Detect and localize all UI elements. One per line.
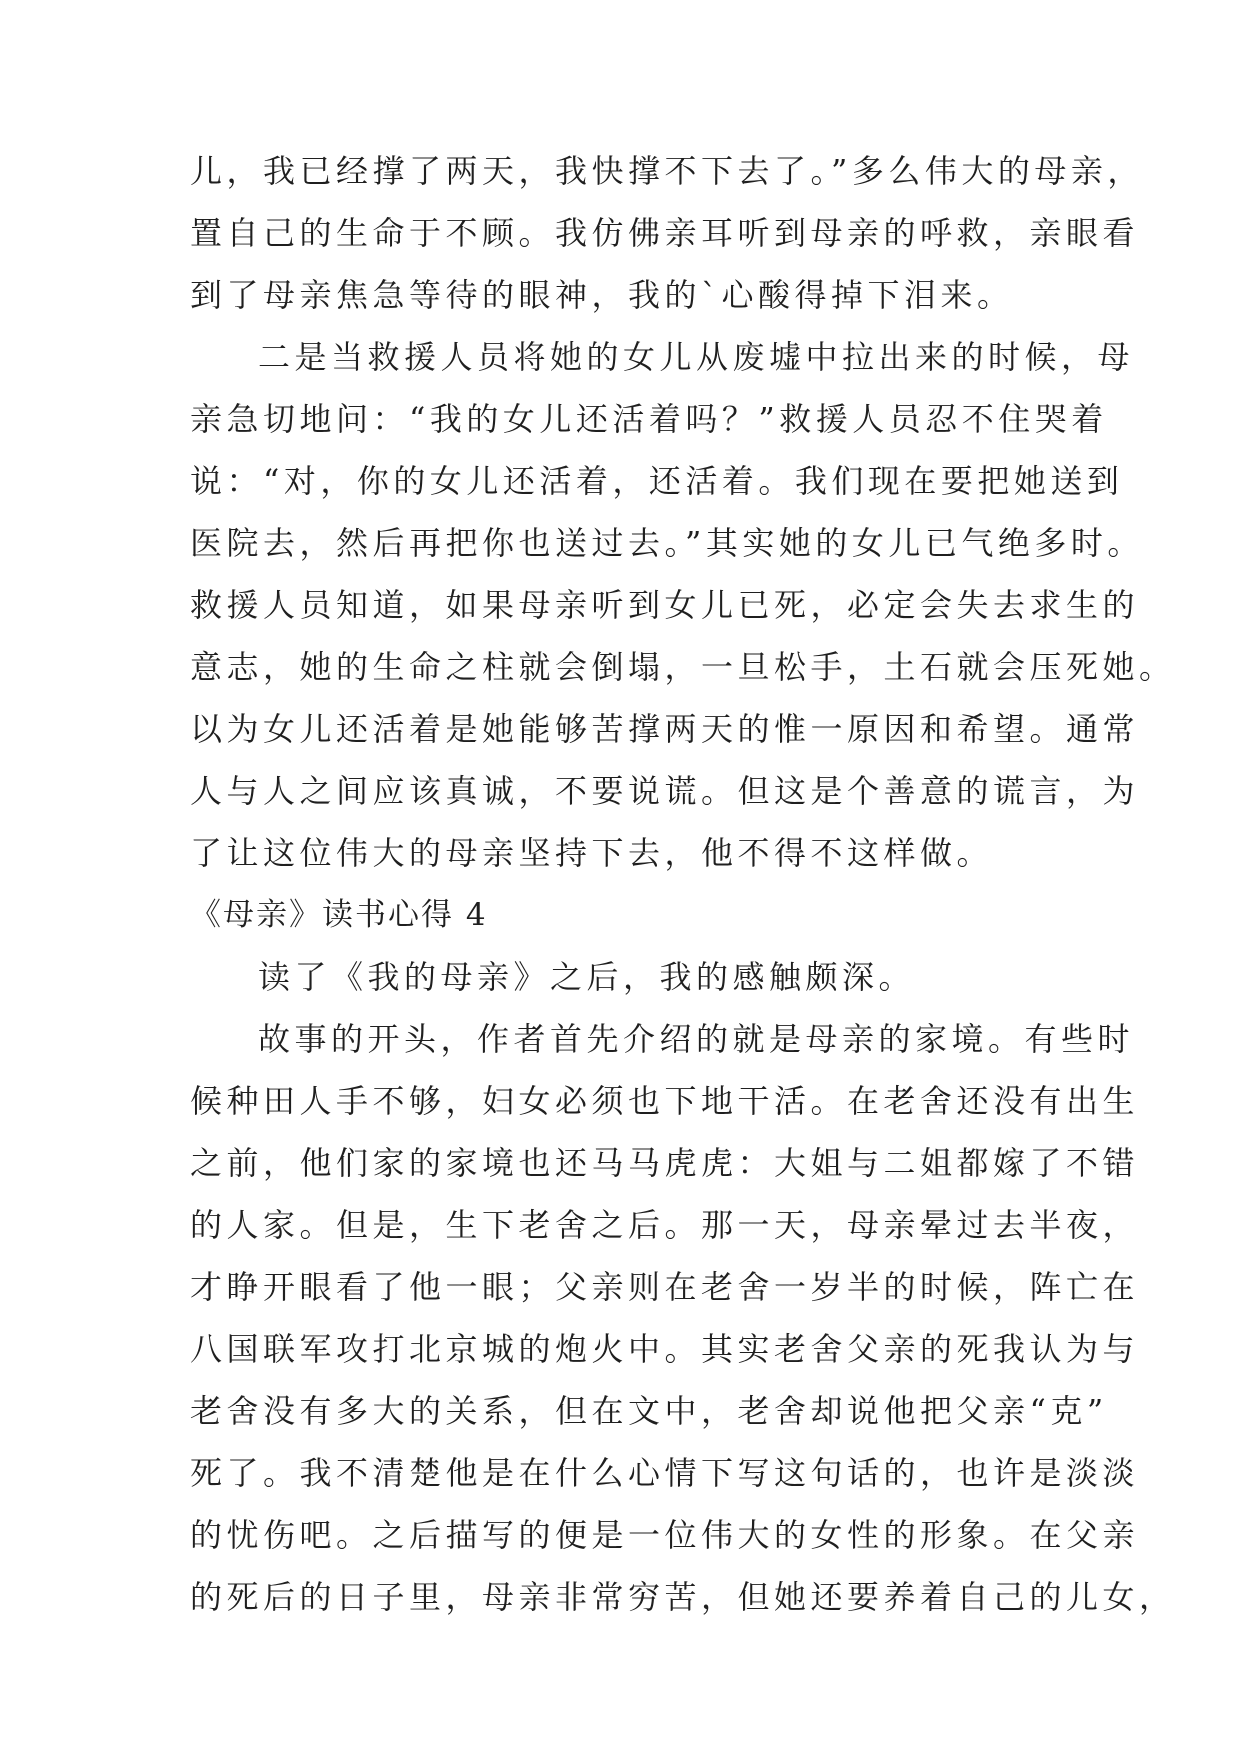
text-line: 儿，我已经撑了两天，我快撑不下去了。”多么伟大的母亲，	[190, 152, 1144, 190]
text-line: 人与人之间应该真诚，不要说谎。但这是个善意的谎言，为	[190, 772, 1140, 810]
paragraph-rescue	[190, 326, 1176, 884]
document-page	[190, 140, 1176, 1628]
paragraph-story	[190, 1008, 1176, 1628]
paragraph-continued	[190, 140, 1144, 326]
text-line: 二是当救援人员将她的女儿从废墟中拉出来的时候，母	[258, 338, 1135, 376]
text-line: 了让这位伟大的母亲坚持下去，他不得不这样做。	[190, 834, 994, 872]
text-line: 的忧伤吧。之后描写的便是一位伟大的女性的形象。在父亲	[190, 1516, 1140, 1554]
text-line: 八国联军攻打北京城的炮火中。其实老舍父亲的死我认为与	[190, 1330, 1140, 1368]
text-line: 候种田人手不够，妇女必须也下地干活。在老舍还没有出生	[190, 1082, 1140, 1120]
text-line: 才睁开眼看了他一眼；父亲则在老舍一岁半的时候，阵亡在	[190, 1268, 1140, 1306]
paragraph-intro	[190, 946, 1090, 1008]
text-line: 救援人员知道，如果母亲听到女儿已死，必定会失去求生的	[190, 586, 1140, 624]
text-line: 老舍没有多大的关系，但在文中，老舍却说他把父亲“克”	[190, 1392, 1108, 1430]
text-line: 亲急切地问：“我的女儿还活着吗？”救援人员忍不住哭着	[190, 400, 1108, 438]
text-line: 的人家。但是，生下老舍之后。那一天，母亲晕过去半夜，	[190, 1206, 1140, 1244]
text-line: 意志，她的生命之柱就会倒塌，一旦松手，土石就会压死她。	[190, 648, 1176, 686]
text-line: 的死后的日子里，母亲非常穷苦，但她还要养着自己的儿女，	[190, 1578, 1176, 1616]
text-line: 读了《我的母亲》之后，我的感触颇深。	[258, 958, 916, 996]
text-line: 故事的开头，作者首先介绍的就是母亲的家境。有些时	[258, 1020, 1135, 1058]
text-line: 置自己的生命于不顾。我仿佛亲耳听到母亲的呼救，亲眼看	[190, 214, 1140, 252]
text-line: 医院去，然后再把你也送过去。”其实她的女儿已气绝多时。	[190, 524, 1144, 562]
text-line: 到了母亲焦急等待的眼神，我的`心酸得掉下泪来。	[190, 276, 1014, 314]
text-line: 以为女儿还活着是她能够苦撑两天的惟一原因和希望。通常	[190, 710, 1140, 748]
text-line: 死了。我不清楚他是在什么心情下写这句话的，也许是淡淡	[190, 1454, 1140, 1492]
text-line: 说：“对，你的女儿还活着，还活着。我们现在要把她送到	[190, 462, 1124, 500]
text-line: 之前，他们家的家境也还马马虎虎：大姐与二姐都嫁了不错	[190, 1144, 1140, 1182]
section-heading: 《母亲》读书心得 4	[190, 897, 488, 933]
